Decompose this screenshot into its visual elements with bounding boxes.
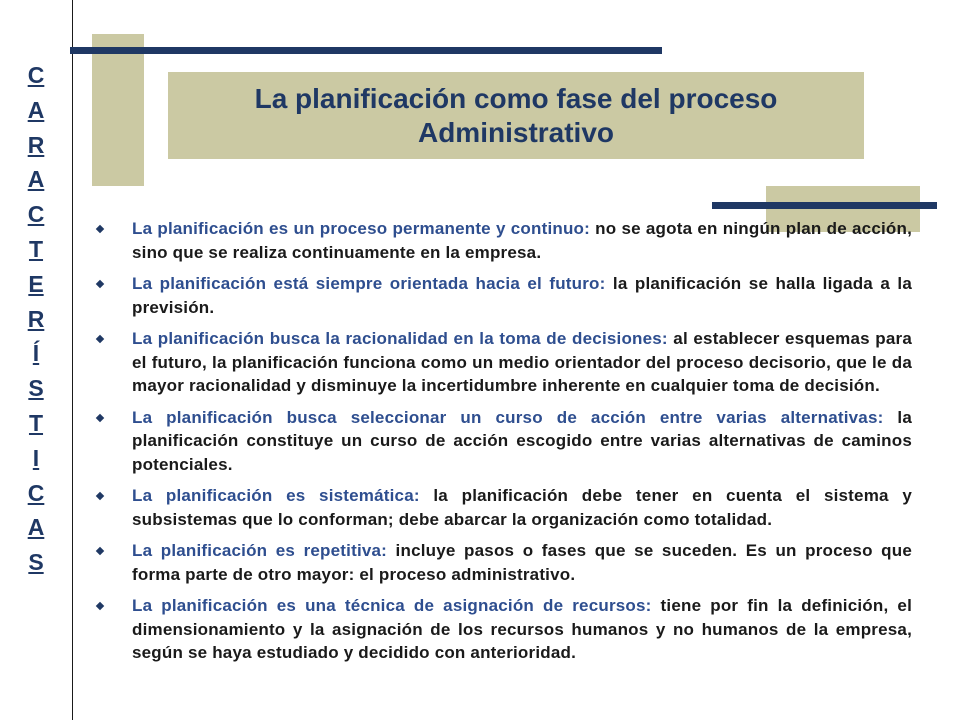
item-text: al establecer esquemas para el futuro, la planificación funciona como un medio orientador del proceso decisorio, que le da mayor racionalidad y disminuye la incertidumbre inherente en cualquier toma de decisión.: [132, 329, 912, 395]
vertical-heading-letter: A: [27, 96, 45, 123]
item-lead: La planificación es un proceso permanente y continuo:: [132, 219, 590, 238]
list-item: [96, 272, 912, 319]
item-lead: La planificación es una técnica de asignación de recursos:: [132, 596, 652, 615]
characteristics-list: [96, 217, 912, 673]
vertical-heading-letter: C: [27, 201, 45, 228]
diamond-bullet-icon: [96, 547, 104, 555]
vertical-heading-letter: A: [27, 166, 45, 193]
vertical-heading: [0, 58, 72, 580]
item-text: la planificación se halla ligada a la previsión.: [132, 274, 912, 317]
list-item: [96, 539, 912, 586]
vertical-heading-letter: E: [28, 270, 44, 297]
vertical-heading-letter: I: [32, 444, 40, 471]
list-item: [96, 594, 912, 665]
diamond-bullet-icon: [96, 335, 104, 343]
vertical-heading-letter: C: [27, 62, 45, 88]
vertical-heading-letter: C: [27, 479, 45, 506]
list-item: [96, 217, 912, 264]
item-lead: La planificación es repetitiva:: [132, 541, 388, 560]
diamond-bullet-icon: [96, 413, 104, 421]
decor-navy-rule-right: [712, 202, 937, 209]
vertical-heading-letter: S: [28, 375, 44, 402]
item-lead: La planificación es sistemática:: [132, 486, 420, 505]
item-text: no se agota en ningún plan de acción, sino que se realiza continuamente en la empresa.: [132, 219, 912, 262]
diamond-bullet-icon: [96, 492, 104, 500]
vertical-heading-letter: T: [28, 235, 44, 262]
vertical-heading-letter: R: [27, 305, 45, 332]
sidebar-divider: [72, 0, 73, 720]
vertical-heading-letter: A: [27, 514, 45, 541]
vertical-heading-letter: T: [28, 409, 44, 436]
decor-tan-block-left: [92, 34, 144, 186]
item-text: incluye pasos o fases que se suceden. Es un proceso que forma parte de otro mayor: el proceso administrativo.: [132, 541, 912, 584]
diamond-bullet-icon: [96, 602, 104, 610]
page-title: [255, 82, 778, 150]
item-lead: La planificación está siempre orientada hacia el futuro:: [132, 274, 606, 293]
vertical-heading-letter: Í: [32, 340, 40, 367]
list-item: [96, 484, 912, 531]
page-title-line-1: La planificación como fase del proceso: [254, 82, 778, 114]
item-lead: La planificación busca seleccionar un curso de acción entre varias alternativas:: [132, 407, 884, 427]
vertical-heading-letter: S: [28, 549, 44, 576]
item-text: la planificación debe tener en cuenta el sistema y subsistemas que lo conforman; debe abarcar la organización como totalidad.: [132, 486, 912, 529]
title-banner: [168, 72, 864, 159]
diamond-bullet-icon: [96, 280, 104, 288]
list-item: [96, 406, 912, 477]
item-text: tiene por fin la definición, el dimensionamiento y la asignación de los recursos humanos y no humanos de la empresa, según se haya estudiado y decidido con anterioridad.: [132, 596, 912, 662]
page-title-line-2: Administrativo: [417, 116, 615, 148]
diamond-bullet-icon: [96, 225, 104, 233]
item-lead: La planificación busca la racionalidad en la toma de decisiones:: [132, 329, 668, 348]
list-item: [96, 327, 912, 398]
decor-navy-rule-top: [70, 47, 662, 54]
item-text: la planificación constituye un curso de acción escogido entre varias alternativas de caminos potenciales.: [132, 407, 912, 474]
vertical-heading-letter: R: [27, 131, 45, 158]
